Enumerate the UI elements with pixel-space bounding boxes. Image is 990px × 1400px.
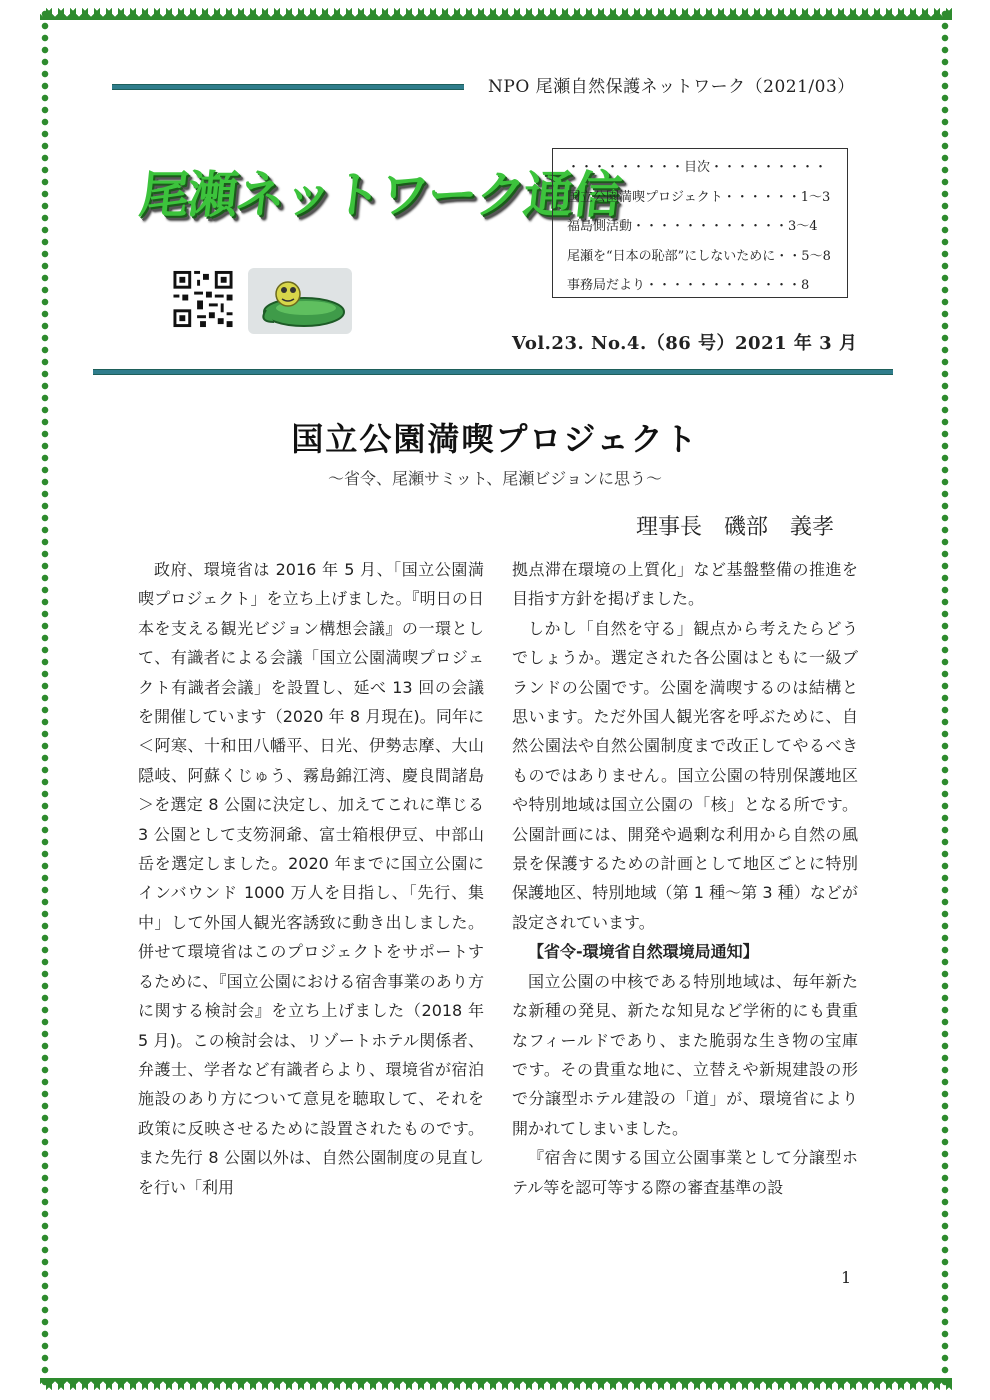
article-column-right [512, 555, 858, 1202]
toc-item: 国立公園満喫プロジェクト・・・・・・1～3 [567, 189, 831, 205]
toc-item: 福島側活動・・・・・・・・・・・・3～4 [567, 219, 818, 234]
article-subtitle: ～省令、尾瀬サミット、尾瀬ビジョンに思う～ [328, 469, 662, 488]
page-number: 1 [841, 1268, 852, 1287]
volume-issue: Vol.23. No.4.（86 号）2021 年 3 月 [512, 333, 858, 354]
mascot-illustration [248, 268, 352, 334]
table-of-contents [552, 148, 848, 298]
article-title: 国立公園満喫プロジェクト [291, 420, 699, 458]
section-heading: 【省令-環境省自然環境局通知】 [528, 942, 759, 962]
toc-item: 事務局だより・・・・・・・・・・・・8 [567, 278, 810, 293]
toc-item: 尾瀬を“日本の恥部”にしないために・・5～8 [567, 248, 831, 264]
header-rule [112, 84, 464, 90]
page-border-top [40, 8, 952, 20]
page-border-left [40, 8, 50, 1390]
paragraph: しかし「自然を守る」観点から考えたらどうでしょうか。選定された各公園はともに一級ブランドの公園です。公園を満喫するのは結構と思います。ただ外国人観光客を呼ぶために、自然公園法や自然公園制度まで改正してやるべきものではありません。国立公園の特別保護地区や特別地域は国立公園の「核」となる所です。公園計画には、開発や過剰な利用から自然の風景を保護するための計画として地区ごとに特別保護地区、特別地域（第 1 種～第 3 種）などが設定されています。 [512, 618, 858, 932]
org-line: NPO 尾瀬自然保護ネットワーク（2021/03） [488, 77, 855, 97]
frog-on-leaf-icon [248, 268, 352, 334]
paragraph: 拠点滞在環境の上質化」など基盤整備の推進を目指す方針を掲げました。 [512, 560, 858, 609]
toc-title: ・・・・・・・・・目次・・・・・・・・・ [567, 160, 828, 175]
paragraph: 政府、環境省は 2016 年 5 月、「国立公園満喫プロジェクト」を立ち上げました。『明日の日本を支える観光ビジョン構想会議』の一環として、有識者による会議「国立公園満喫プロジェクト有識者会議」を設置し、延べ 13 回の会議を開催しています（2020 年 8 月現在)。同年に＜阿寒、十和田八幡平、日光、伊勢志摩、大山隠岐、阿蘇くじゅう、霧島錦江湾、慶良間諸島＞を選定 8 公園に決定し、加えてこれに準じる 3 公園として支笏洞爺、富士箱根伊豆、中部山岳を選定しました。2020 年までに国立公園にインバウンド 1000 万人を目指し、「先行、集中」して外国人観光客誘致に動き出しました。併せて環境省はこのプロジェクトをサポートするために、『国立公園における宿舎事業のあり方に関する検討会』を立ち上げました（2018 年 5 月)。この検討会は、リゾートホテル関係者、弁護士、学者など有識者らより、環境省が宿泊施設のあり方について意見を聴取して、それを政策に反映させるために設置されたものです。また先行 8 公園以外は、自然公園制度の見直しを行い「利用 [138, 560, 484, 1197]
page-border-right [940, 8, 950, 1390]
newsletter-logo: 尾瀬ネットワーク通信 [136, 166, 623, 224]
article-column-left [138, 555, 484, 1202]
paragraph: 『宿舎に関する国立公園事業として分譲型ホテル等を認可等する際の審査基準の設 [512, 1148, 858, 1197]
article-author: 理事長 磯部 義孝 [636, 515, 835, 540]
paragraph: 国立公園の中核である特別地域は、毎年新たな新種の発見、新たな知見など学術的にも貴重なフィールドであり、また脆弱な生き物の宝庫です。その貴重な地に、立替えや新規建設の形で分譲型ホテル建設の「道」が、環境省により開かれてしまいました。 [512, 971, 858, 1138]
page-border-bottom [40, 1378, 952, 1390]
qr-code-icon [170, 268, 236, 330]
main-rule [93, 369, 893, 375]
